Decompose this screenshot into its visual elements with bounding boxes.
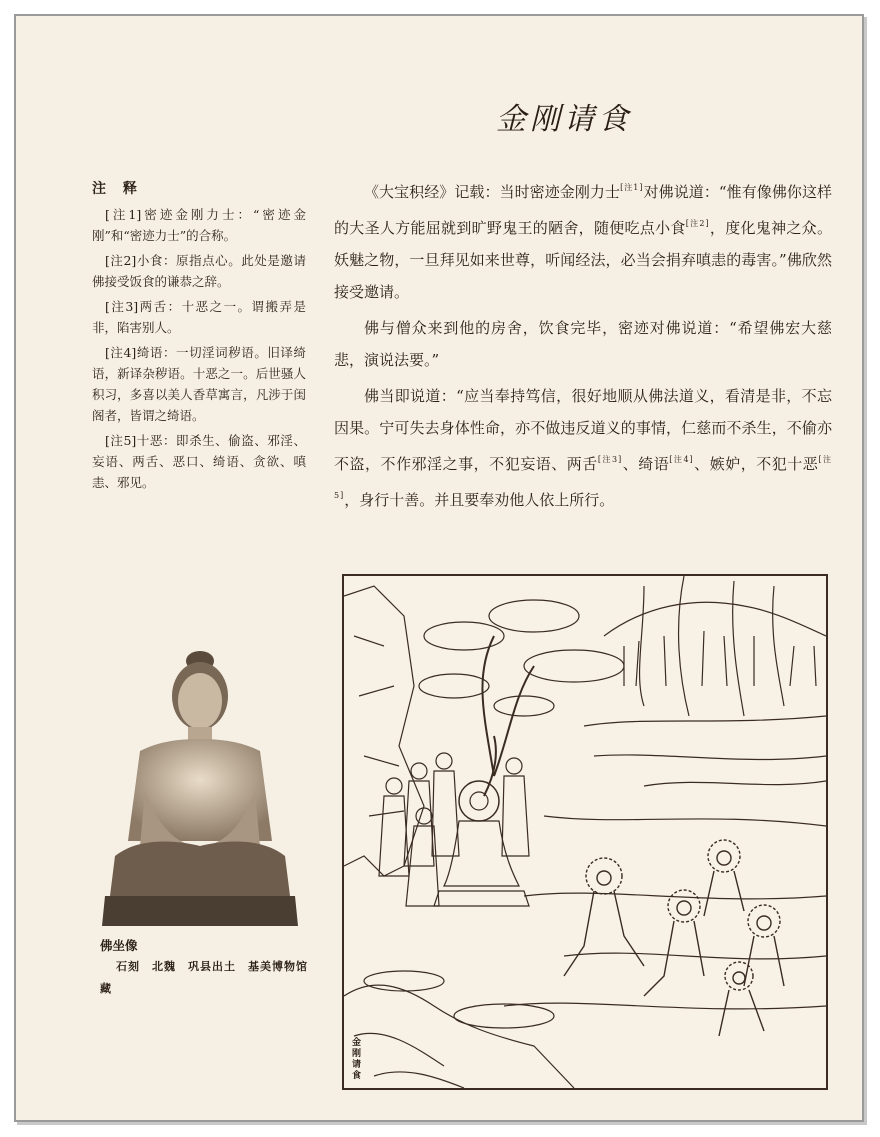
statue-caption-title: 佛坐像 [100, 938, 138, 953]
note-text: 绮语：一切淫词秽语。旧译绮语，新译杂秽语。十恶之一。后世骚人积习，多喜以美人香草寓言，凡涉于闺阁者，皆谓之绮语。 [92, 345, 306, 423]
text-run: 、嫉妒，不犯十恶 [693, 455, 819, 473]
page-title: 金刚请食 [496, 102, 632, 137]
note-tag: [注5] [105, 433, 137, 448]
notes-heading: 注 释 [92, 181, 143, 197]
text-run: 《大宝积经》记载：当时密迹金刚力士 [364, 183, 621, 201]
text-run: 佛当即说道：“应当奉持笃信，很好地顺从佛法道义，看清是非，不忘因果。宁可失去身体性命，亦不做违反道义的事情，仁慈而不杀生，不偷亦不盗，不作邪淫之事，不犯妄语、两舌 [334, 387, 832, 473]
buddha-statue-photo [100, 641, 300, 931]
paragraph-3 [334, 380, 832, 516]
note-text: 十恶：即杀生、偷盗、邪淫、妄语、两舌、恶口、绮语、贪欲、嗔恚、邪见。 [92, 433, 306, 490]
paragraph-2: 佛与僧众来到他的房舍，饮食完毕，密迹对佛说道：“希望佛宏大慈悲，演说法要。” [334, 319, 832, 369]
footnote-ref: [注1] [620, 183, 644, 192]
note-tag: [注3] [105, 299, 139, 314]
text-run: ，度化鬼神之众。妖魅之物，一旦拜见如来世尊，听闻经法，必当会捐弃嗔恚的毒害。”佛欣然接受邀请。 [334, 219, 832, 301]
footnote-ref: [注3] [597, 455, 623, 464]
note-text: 小食：原指点心。此处是邀请佛接受饭食的谦恭之辞。 [92, 253, 306, 289]
statue-caption-desc: 石刻 北魏 巩县出土 基美博物馆藏 [100, 960, 308, 995]
note-text: 密迹金刚力士：“密迹金刚”和“密迹力士”的合称。 [92, 207, 306, 243]
illustration-drawing [344, 576, 826, 1088]
footnote-ref: [注4] [669, 455, 694, 464]
note-item [92, 250, 306, 292]
footnote-ref: [注2] [685, 219, 710, 228]
notes-section [92, 178, 306, 497]
footnote-ref: [注5] [334, 455, 832, 500]
note-item [92, 342, 306, 426]
text-run: 、绮语 [622, 455, 670, 473]
note-tag: [注1] [105, 207, 142, 222]
note-item [92, 296, 306, 338]
page [14, 14, 864, 1122]
text-run: 对佛说道：“惟有像佛你这样的大圣人方能屈就到旷野鬼王的陋舍，随便吃点小食 [334, 183, 833, 237]
buddha-statue-image [100, 641, 300, 931]
illustration-caption: 金刚请食 [352, 1038, 362, 1081]
note-tag: [注2] [105, 253, 137, 268]
woodblock-illustration [342, 574, 828, 1090]
body-text [334, 172, 832, 520]
note-text: 两舌：十恶之一。谓搬弄是非，陷害别人。 [92, 299, 306, 335]
paragraph-1 [334, 172, 832, 308]
text-run: ，身行十善。并且要奉劝他人依上所行。 [344, 491, 615, 509]
note-item [92, 430, 306, 493]
note-tag: [注4] [105, 345, 137, 360]
note-item [92, 204, 306, 246]
